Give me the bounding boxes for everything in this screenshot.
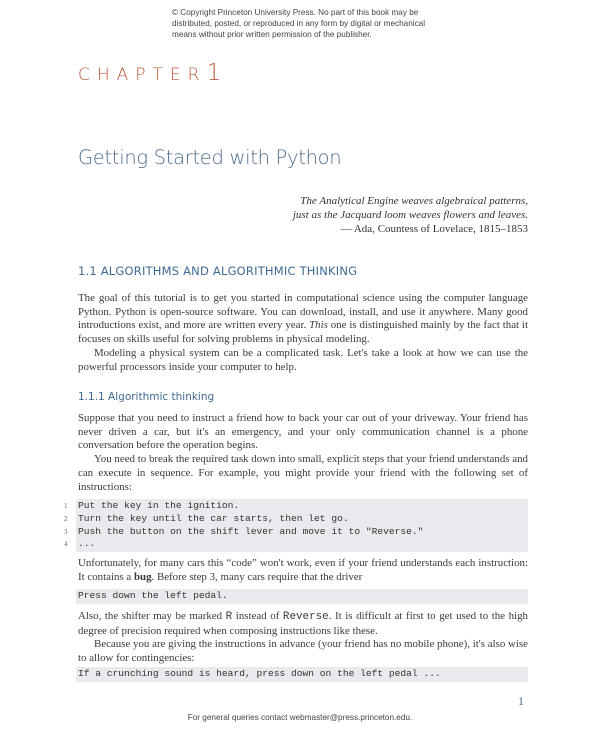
line-number: 2 — [64, 514, 68, 523]
line-number: 1 — [64, 502, 68, 510]
inline-code: Reverse — [282, 611, 329, 623]
code-text: Turn the key until the car starts, then let go. — [78, 512, 349, 524]
text: . It is difficult at first to get used to the high degree of precision required when composing instructions like these. — [78, 610, 528, 637]
text: . Before step 3, many cars require that the driver — [151, 570, 363, 583]
paragraph: Because you are giving the instructions in advance (your friend has no mobile phone), it's also wise to allow for contingencies: — [78, 638, 528, 665]
section-heading: 1.1 ALGORITHMS AND ALGORITHMIC THINKING — [78, 264, 358, 278]
code-text: Put the key in the ignition. — [78, 500, 240, 511]
chapter-title: Getting Started with Python — [78, 146, 342, 169]
text: instead of — [232, 610, 283, 622]
paragraph — [78, 292, 528, 347]
emphasis: This — [309, 319, 328, 332]
chapter-word: CHAPTER — [78, 65, 207, 85]
chapter-number: 1 — [206, 60, 222, 86]
page-number: 1 — [518, 694, 524, 708]
text: one is distinguished mainly by the fact that it focuses on skills useful for solving problems in physical modeling. — [78, 319, 528, 346]
paragraph — [78, 610, 528, 638]
epigraph-attribution: — Ada, Countess of Lovelace, 1815–1853 — [340, 223, 528, 235]
text: Also, the shifter may be marked — [78, 610, 226, 622]
code-snippet — [76, 589, 528, 604]
footer-contact: For general queries contact webmaster@press.princeton.edu. — [187, 713, 413, 722]
bold-term: bug — [133, 570, 152, 583]
code-text: Push the button on the shift lever and move it to "Reverse." — [78, 525, 424, 537]
paragraph-bug — [78, 557, 528, 584]
subsection-body — [78, 412, 528, 494]
paragraph: You need to break the required task down into small, explicit steps that your friend understands and can execute in sequence. For example, you might provide your friend with the following set of instructions: — [78, 453, 528, 493]
code-text: ... — [78, 538, 96, 550]
code-listing — [64, 499, 528, 552]
text: The goal of this tutorial is to get you started in computational science using the computer language Python. Python is open-source software. You can download, install, and use it anywhere. Many good introductions exist, and more are written every year. — [78, 292, 528, 332]
epigraph-line-2: just as the Jacquard loom weaves flowers and leaves. — [292, 209, 528, 221]
subsection-heading: 1.1.1 Algorithmic thinking — [78, 391, 215, 403]
code-line — [64, 512, 528, 526]
chapter-label — [78, 60, 221, 86]
line-number: 4 — [64, 540, 68, 549]
paragraph-shifter — [78, 610, 528, 666]
paragraph: Suppose that you need to instruct a friend how to back your car out of your driveway. Your friend has never driven a car, but it's an emergency, and your only communication channel is a phone conversation before the operation begins. — [78, 412, 528, 452]
epigraph — [293, 194, 528, 236]
line-number: 3 — [64, 527, 68, 536]
code-text: Press down the left pedal. — [78, 590, 228, 601]
code-line — [64, 538, 528, 551]
code-line — [64, 500, 528, 513]
code-snippet — [76, 667, 528, 682]
code-text: If a crunching sound is heard, press down on the left pedal ... — [78, 668, 441, 679]
copyright-notice: © Copyright Princeton University Press. No part of this book may be distributed, posted, or reproduced in any form by digital or mechanical means without prior written permission of the publisher. — [172, 8, 426, 39]
paragraph: Modeling a physical system can be a complicated task. Let's take a look at how we can use the powerful processors inside your computer to help. — [78, 346, 528, 373]
paragraph — [78, 557, 528, 584]
section-body — [78, 292, 528, 374]
epigraph-line-1: The Analytical Engine weaves algebraical patterns, — [300, 195, 528, 207]
text: Unfortunately, for many cars this “code” won't work, even if your friend understands each instruction: It contains a — [78, 557, 528, 583]
code-line — [64, 525, 528, 539]
inline-code: R — [225, 611, 233, 623]
